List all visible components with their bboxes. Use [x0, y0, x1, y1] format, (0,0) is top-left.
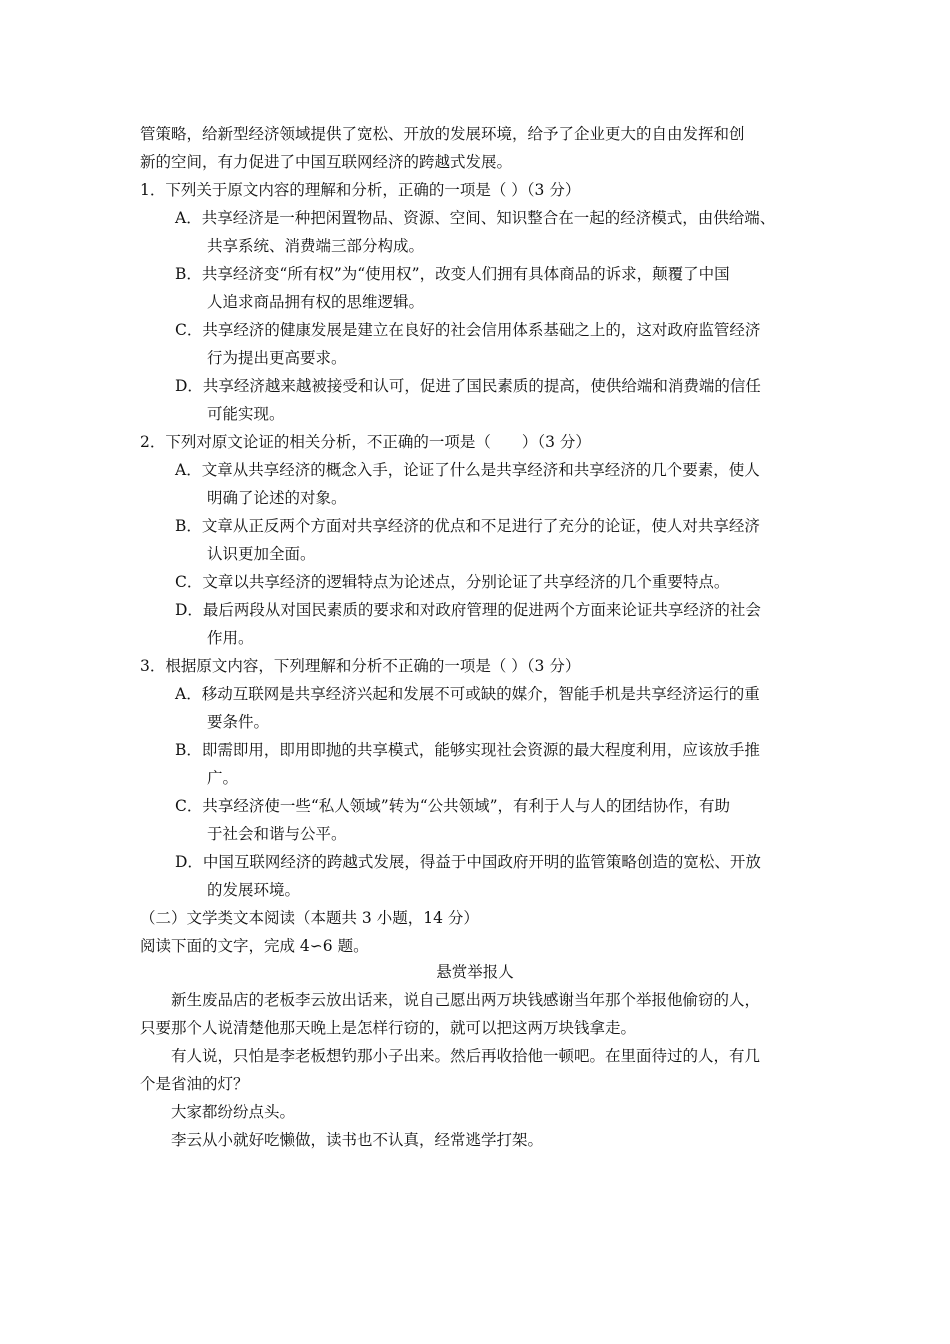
- question-1-option-b-cont: 人追求商品拥有权的思维逻辑。: [207, 293, 425, 311]
- question-2-option-a: A．文章从共享经济的概念入手，论证了什么是共享经济和共享经济的几个要素，使人: [175, 461, 760, 479]
- question-3-stem: 3．根据原文内容，下列理解和分析不正确的一项是（ ）（3 分）: [140, 657, 581, 675]
- question-2-option-b: B．文章从正反两个方面对共享经济的优点和不足进行了充分的论证，使人对共享经济: [175, 517, 760, 535]
- intro-line-1: 管策略，给新型经济领域提供了宽松、开放的发展环境，给予了企业更大的自由发挥和创: [140, 125, 745, 143]
- section-heading: （二）文学类文本阅读（本题共 3 小题，14 分）: [140, 909, 479, 927]
- question-3-option-d-cont: 的发展环境。: [207, 881, 301, 899]
- question-2-option-d: D．最后两段从对国民素质的要求和对政府管理的促进两个方面来论证共享经济的社会: [175, 601, 761, 619]
- question-2-option-b-cont: 认识更加全面。: [207, 545, 316, 563]
- question-1-option-c: C．共享经济的健康发展是建立在良好的社会信用体系基础之上的，这对政府监管经济: [175, 321, 761, 339]
- intro-line-2: 新的空间，有力促进了中国互联网经济的跨越式发展。: [140, 153, 513, 171]
- question-1-option-b: B．共享经济变“所有权”为“使用权”，改变人们拥有具体商品的诉求，颠覆了中国: [175, 265, 730, 283]
- question-1-option-c-cont: 行为提出更高要求。: [207, 349, 347, 367]
- question-3-option-a-cont: 要条件。: [207, 713, 270, 731]
- question-3-option-c: C．共享经济使一些“私人领域”转为“公共领域”，有利于人与人的团结协作，有助: [175, 797, 731, 815]
- question-1-option-a: A．共享经济是一种把闲置物品、资源、空间、知识整合在一起的经济模式，由供给端、: [175, 209, 776, 227]
- question-2-stem: 2．下列对原文论证的相关分析，不正确的一项是（ ）（3 分）: [140, 433, 591, 451]
- question-3-option-b-cont: 广。: [207, 769, 239, 787]
- story-paragraph-2-cont: 个是省油的灯？: [140, 1075, 249, 1093]
- story-paragraph-4: 李云从小就好吃懒做，读书也不认真，经常逃学打架。: [171, 1131, 544, 1149]
- question-2-option-a-cont: 明确了论述的对象。: [207, 489, 347, 507]
- question-2-option-d-cont: 作用。: [207, 629, 254, 647]
- question-1-stem: 1．下列关于原文内容的理解和分析，正确的一项是（ ）（3 分）: [140, 181, 581, 199]
- story-paragraph-1: 新生废品店的老板李云放出话来，说自己愿出两万块钱感谢当年那个举报他偷窃的人，: [171, 991, 761, 1009]
- question-3-option-a: A．移动互联网是共享经济兴起和发展不可或缺的媒介，智能手机是共享经济运行的重: [175, 685, 760, 703]
- question-3-option-b: B．即需即用，即用即抛的共享模式，能够实现社会资源的最大程度利用，应该放手推: [175, 741, 760, 759]
- question-3-option-d: D．中国互联网经济的跨越式发展，得益于中国政府开明的监管策略创造的宽松、开放: [175, 853, 761, 871]
- question-2-option-c: C．文章以共享经济的逻辑特点为论述点，分别论证了共享经济的几个重要特点。: [175, 573, 730, 591]
- section-instruction: 阅读下面的文字，完成 4∽6 题。: [140, 937, 369, 955]
- question-1-option-d: D．共享经济越来越被接受和认可，促进了国民素质的提高，使供给端和消费端的信任: [175, 377, 761, 395]
- question-1-option-a-cont: 共享系统、消费端三部分构成。: [207, 237, 425, 255]
- question-1-option-d-cont: 可能实现。: [207, 405, 285, 423]
- story-paragraph-1-cont: 只要那个人说清楚他那天晚上是怎样行窃的，就可以把这两万块钱拿走。: [140, 1019, 637, 1037]
- story-title: 悬赏举报人: [436, 963, 514, 981]
- story-paragraph-2: 有人说，只怕是李老板想钓那小子出来。然后再收拾他一顿吧。在里面待过的人，有几: [171, 1047, 761, 1065]
- question-3-option-c-cont: 于社会和谐与公平。: [207, 825, 347, 843]
- story-paragraph-3: 大家都纷纷点头。: [171, 1103, 296, 1121]
